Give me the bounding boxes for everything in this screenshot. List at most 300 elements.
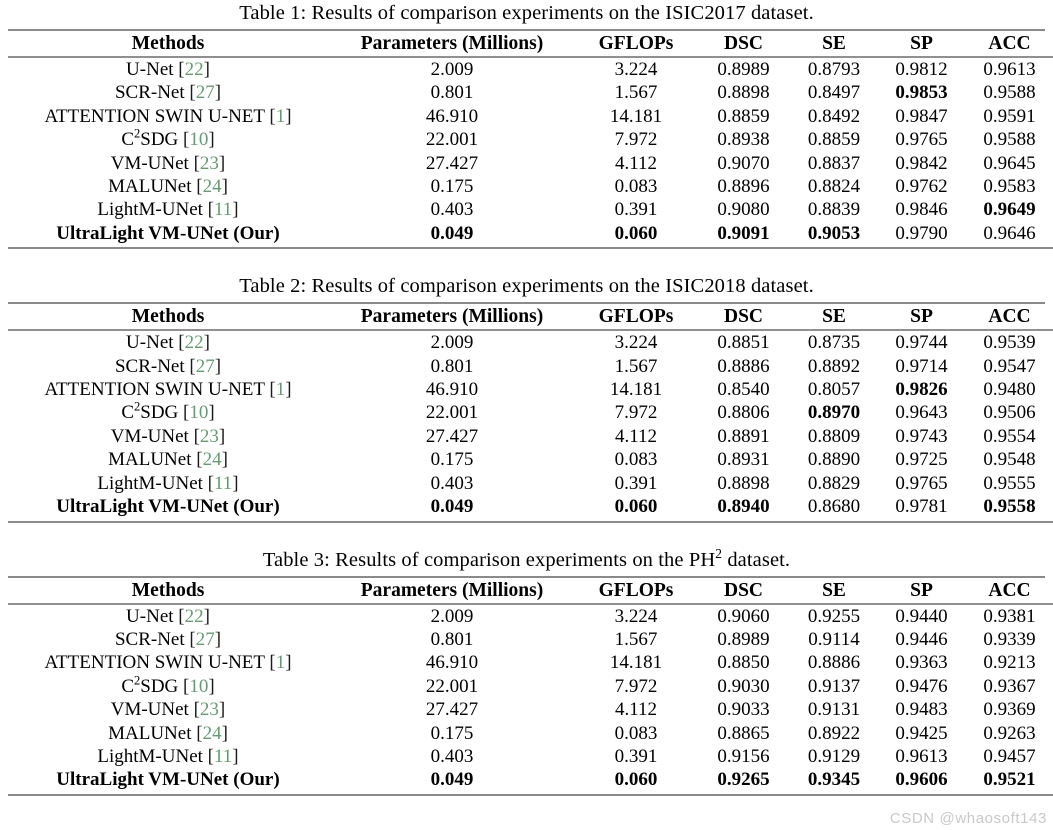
gflops-cell: 4.112 — [614, 425, 658, 447]
parameters-cell: 0.801 — [430, 82, 474, 104]
acc-cell: 0.9649 — [983, 199, 1036, 221]
gflops-cell: 3.224 — [614, 605, 658, 627]
dsc-cell: 0.8891 — [717, 425, 770, 447]
citation-ref[interactable]: [27] — [189, 82, 222, 104]
method-cell — [8, 768, 328, 791]
column-header-gflops: GFLOPs — [598, 306, 674, 328]
se-cell: 0.9137 — [807, 675, 861, 697]
dsc-cell: 0.8851 — [717, 332, 770, 354]
citation-number[interactable]: 10 — [189, 129, 209, 151]
method-cell — [8, 222, 328, 245]
se-cell: 0.9129 — [807, 745, 861, 767]
citation-number[interactable]: 1 — [275, 652, 286, 674]
sp-cell: 0.9743 — [895, 425, 948, 447]
dsc-cell: 0.8938 — [717, 129, 770, 151]
method-cell — [8, 378, 328, 401]
dsc-cell: 0.8850 — [717, 652, 770, 674]
citation-number[interactable]: 22 — [184, 605, 204, 627]
dsc-cell: 0.9080 — [717, 199, 770, 221]
acc-cell: 0.9588 — [983, 129, 1036, 151]
table-bottomrule — [8, 794, 1053, 796]
acc-cell: 0.9555 — [983, 472, 1036, 494]
table-row — [8, 355, 1053, 378]
dsc-cell: 0.8940 — [717, 496, 770, 518]
parameters-cell: 0.175 — [430, 722, 474, 744]
se-cell: 0.8892 — [807, 355, 861, 377]
dsc-cell: 0.8859 — [717, 105, 770, 127]
gflops-cell: 14.181 — [609, 105, 663, 127]
citation-number[interactable]: 10 — [189, 402, 209, 424]
gflops-cell: 4.112 — [614, 152, 658, 174]
citation-number[interactable]: 22 — [184, 59, 204, 80]
citation-number[interactable]: 27 — [195, 628, 215, 650]
gflops-cell: 14.181 — [609, 652, 663, 674]
parameters-cell: 27.427 — [425, 699, 479, 721]
method-name: LightM-UNet — [97, 472, 203, 494]
gflops-cell: 0.060 — [614, 769, 658, 791]
column-header-se: SE — [822, 33, 846, 54]
sp-cell: 0.9765 — [895, 129, 948, 151]
method-name: $C^2SDG$ — [121, 400, 179, 424]
citation-number[interactable]: 1 — [275, 105, 286, 127]
sp-cell: 0.9643 — [895, 402, 948, 424]
method-name: SCR-Net — [114, 628, 185, 650]
parameters-cell: 2.009 — [430, 332, 474, 354]
sp-cell: 0.9476 — [895, 675, 948, 697]
dsc-cell: 0.9030 — [717, 675, 770, 697]
method-cell — [8, 355, 328, 378]
method-name: $C^2SDG$ — [121, 126, 179, 151]
spacer-2 — [8, 523, 1045, 547]
sp-cell: 0.9847 — [895, 105, 948, 127]
citation-ref[interactable]: [24] — [196, 176, 228, 198]
method-name: MALUNet — [108, 176, 192, 198]
se-cell: 0.8735 — [807, 332, 861, 354]
table-2-caption: Table 2: Results of comparison experiments on the ISIC2018 dataset. — [239, 275, 814, 298]
sp-cell: 0.9853 — [895, 82, 948, 104]
parameters-cell: 22.001 — [425, 402, 479, 424]
table-2-body — [8, 304, 1053, 522]
citation-number[interactable]: 23 — [199, 699, 219, 721]
citation-ref[interactable]: [22] — [178, 59, 210, 80]
acc-cell: 0.9539 — [983, 332, 1036, 354]
se-cell: 0.8793 — [807, 59, 861, 80]
method-cell — [8, 651, 328, 674]
column-header-sp: SP — [910, 306, 933, 328]
parameters-cell: 46.910 — [425, 105, 479, 127]
table-row — [8, 222, 1053, 245]
column-header-sp: SP — [910, 579, 933, 601]
se-cell: 0.9114 — [808, 628, 860, 650]
column-header-params: Parameters (Millions) — [360, 579, 544, 601]
table-row — [8, 745, 1053, 768]
method-cell — [8, 628, 328, 651]
sp-cell: 0.9790 — [895, 222, 948, 244]
acc-cell: 0.9457 — [983, 745, 1036, 767]
method-name: VM-UNet — [110, 152, 189, 174]
acc-cell: 0.9521 — [983, 769, 1036, 791]
parameters-cell: 0.175 — [430, 176, 474, 198]
sp-cell: 0.9846 — [895, 199, 948, 221]
se-cell: 0.8809 — [807, 425, 861, 447]
gflops-cell: 7.972 — [614, 675, 658, 697]
se-cell: 0.9255 — [807, 605, 861, 627]
dsc-cell: 0.9033 — [717, 699, 770, 721]
dsc-cell: 0.8898 — [717, 472, 770, 494]
citation-number[interactable]: 1 — [275, 379, 286, 401]
method-cell — [8, 425, 328, 448]
method-cell — [8, 128, 328, 151]
table-1-caption: Table 1: Results of comparison experiments on the ISIC2017 dataset. — [239, 2, 814, 24]
sp-cell: 0.9812 — [895, 59, 948, 80]
se-cell: 0.8837 — [807, 152, 861, 174]
citation-number[interactable]: 11 — [214, 199, 233, 221]
dsc-cell: 0.8886 — [717, 355, 770, 377]
gflops-cell: 0.060 — [614, 222, 658, 244]
citation-number[interactable]: 24 — [202, 176, 222, 198]
sp-cell: 0.9826 — [895, 379, 948, 401]
method-name: LightM-UNet — [97, 745, 203, 767]
acc-cell: 0.9506 — [983, 402, 1036, 424]
citation-ref[interactable]: [1] — [269, 105, 292, 127]
gflops-cell: 0.391 — [614, 745, 658, 767]
se-cell: 0.8492 — [807, 105, 861, 127]
citation-ref[interactable]: [22] — [178, 605, 210, 627]
acc-cell: 0.9613 — [983, 59, 1036, 80]
column-header-dsc: DSC — [723, 579, 763, 601]
citation-ref[interactable]: [23] — [193, 152, 226, 174]
table-row — [8, 58, 1053, 81]
column-header-gflops: GFLOPs — [598, 33, 674, 54]
parameters-cell: 46.910 — [425, 652, 479, 674]
dsc-cell: 0.9060 — [717, 605, 770, 627]
acc-cell: 0.9645 — [983, 152, 1036, 174]
table-header-row — [8, 304, 1053, 329]
table-block-3 — [8, 547, 1045, 796]
method-cell — [8, 152, 328, 175]
citation-ref[interactable]: [11] — [207, 199, 239, 221]
method-name: ATTENTION SWIN U-NET — [44, 105, 265, 127]
dsc-cell: 0.9070 — [717, 152, 770, 174]
acc-cell: 0.9547 — [983, 355, 1036, 377]
acc-cell: 0.9263 — [983, 722, 1036, 744]
sp-cell: 0.9714 — [895, 355, 948, 377]
column-header-params: Parameters (Millions) — [360, 306, 544, 328]
method-cell — [8, 81, 328, 104]
dsc-cell: 0.9265 — [717, 769, 770, 791]
table-row — [8, 425, 1053, 448]
gflops-cell: 1.567 — [614, 355, 658, 377]
se-cell: 0.8922 — [807, 722, 861, 744]
citation-number[interactable]: 11 — [214, 472, 233, 494]
parameters-cell: 22.001 — [425, 675, 479, 697]
citation-number[interactable]: 24 — [202, 722, 222, 744]
acc-cell: 0.9588 — [983, 82, 1036, 104]
citation-number[interactable]: 27 — [195, 82, 215, 104]
table-row — [8, 768, 1053, 791]
se-cell: 0.8497 — [807, 82, 861, 104]
method-name: MALUNet — [108, 449, 192, 471]
citation-ref[interactable]: [11] — [207, 472, 239, 494]
gflops-cell: 3.224 — [614, 332, 658, 354]
column-header-acc: ACC — [988, 33, 1031, 54]
se-cell: 0.8057 — [807, 379, 861, 401]
citation-ref[interactable]: [23] — [193, 699, 226, 721]
sp-cell: 0.9842 — [895, 152, 948, 174]
method-name: VM-UNet — [110, 699, 189, 721]
sp-cell: 0.9762 — [895, 176, 948, 198]
se-cell: 0.8890 — [807, 449, 861, 471]
acc-cell: 0.9554 — [983, 425, 1036, 447]
gflops-cell: 1.567 — [614, 82, 658, 104]
table-row — [8, 628, 1053, 651]
sp-cell: 0.9765 — [895, 472, 948, 494]
citation-ref[interactable]: [24] — [196, 722, 228, 744]
citation-number[interactable]: 10 — [189, 675, 209, 697]
se-cell: 0.8680 — [807, 496, 861, 518]
sp-cell: 0.9725 — [895, 449, 948, 471]
dsc-cell: 0.8865 — [717, 722, 770, 744]
table-row — [8, 448, 1053, 471]
sp-cell: 0.9483 — [895, 699, 948, 721]
table-row — [8, 722, 1053, 745]
gflops-cell: 0.083 — [614, 176, 658, 198]
table-row — [8, 651, 1053, 674]
se-cell: 0.8970 — [807, 402, 861, 424]
acc-cell: 0.9480 — [983, 379, 1036, 401]
method-name: $C^2SDG$ — [121, 673, 179, 697]
sp-cell: 0.9613 — [895, 745, 948, 767]
method-name: UltraLight VM-UNet (Our) — [56, 496, 280, 518]
superscript-two: 2 — [715, 545, 723, 561]
gflops-cell: 14.181 — [609, 379, 663, 401]
method-name: ATTENTION SWIN U-NET — [44, 652, 265, 674]
column-header-gflops: GFLOPs — [598, 579, 674, 601]
method-name: SCR-Net — [114, 82, 185, 104]
table-row — [8, 495, 1053, 518]
method-cell — [8, 448, 328, 471]
parameters-cell: 46.910 — [425, 379, 479, 401]
table-2 — [8, 304, 1053, 522]
table-3-caption: Table 3: Results of comparison experiments on the $PH^2$ dataset. — [262, 545, 791, 571]
sp-cell: 0.9744 — [895, 332, 948, 354]
method-name: VM-UNet — [110, 425, 189, 447]
method-cell — [8, 331, 328, 354]
column-header-se: SE — [822, 306, 846, 328]
se-cell: 0.8839 — [807, 199, 861, 221]
parameters-cell: 0.049 — [430, 769, 474, 791]
table-3-body — [8, 578, 1053, 796]
method-name: SCR-Net — [114, 355, 185, 377]
table-row — [8, 152, 1053, 175]
method-cell — [8, 605, 328, 628]
method-name: U-Net — [126, 605, 174, 627]
citation-number[interactable]: 23 — [199, 152, 219, 174]
citation-number[interactable]: 27 — [195, 355, 215, 377]
table-block-1 — [8, 0, 1045, 249]
parameters-cell: 0.049 — [430, 496, 474, 518]
dsc-cell: 0.8898 — [717, 82, 770, 104]
parameters-cell: 0.175 — [430, 449, 474, 471]
method-cell — [8, 198, 328, 221]
column-header-params: Parameters (Millions) — [360, 33, 544, 54]
table-block-2 — [8, 273, 1045, 522]
citation-ref[interactable]: [24] — [196, 449, 228, 471]
parameters-cell: 0.801 — [430, 628, 474, 650]
se-cell: 0.9131 — [807, 699, 861, 721]
table-row — [8, 472, 1053, 495]
table-row — [8, 175, 1053, 198]
acc-cell: 0.9591 — [983, 105, 1036, 127]
table-row — [8, 605, 1053, 628]
table-row — [8, 128, 1053, 151]
column-header-method: Methods — [131, 306, 205, 328]
se-cell: 0.8824 — [807, 176, 861, 198]
gflops-cell: 7.972 — [614, 129, 658, 151]
sp-cell: 0.9363 — [895, 652, 948, 674]
column-header-dsc: DSC — [723, 33, 763, 54]
column-header-sp: SP — [910, 33, 933, 54]
table-row — [8, 698, 1053, 721]
citation-ref[interactable]: [11] — [207, 745, 239, 767]
column-header-acc: ACC — [988, 579, 1031, 601]
column-header-se: SE — [822, 579, 846, 601]
superscript-two: 2 — [134, 126, 141, 141]
citation-number[interactable]: 22 — [184, 332, 204, 354]
table-1-body — [8, 31, 1053, 249]
se-cell: 0.8886 — [807, 652, 861, 674]
dataset-name: ISIC2017 — [665, 2, 746, 24]
method-cell — [8, 175, 328, 198]
spacer-1 — [8, 249, 1045, 273]
method-name: U-Net — [126, 332, 174, 354]
parameters-cell: 0.801 — [430, 355, 474, 377]
parameters-cell: 27.427 — [425, 425, 479, 447]
parameters-cell: 0.403 — [430, 745, 474, 767]
gflops-cell: 0.391 — [614, 199, 658, 221]
citation-ref[interactable]: [1] — [269, 652, 292, 674]
dsc-cell: 0.9091 — [717, 222, 770, 244]
method-cell — [8, 495, 328, 518]
table-header-row — [8, 578, 1053, 603]
sp-cell: 0.9781 — [895, 496, 948, 518]
column-header-method: Methods — [131, 33, 205, 54]
acc-cell: 0.9583 — [983, 176, 1036, 198]
sp-cell: 0.9606 — [895, 769, 948, 791]
csdn-watermark: CSDN @whaosoft143 — [889, 810, 1047, 827]
table-row — [8, 81, 1053, 104]
method-name: MALUNet — [108, 722, 192, 744]
se-cell: 0.8859 — [807, 129, 861, 151]
column-header-acc: ACC — [988, 306, 1031, 328]
acc-cell: 0.9213 — [983, 652, 1036, 674]
dsc-cell: 0.9156 — [717, 745, 770, 767]
acc-cell: 0.9369 — [983, 699, 1036, 721]
sp-cell: 0.9440 — [895, 605, 948, 627]
citation-ref[interactable]: [10] — [183, 402, 215, 424]
method-name: UltraLight VM-UNet (Our) — [56, 222, 280, 244]
table-row — [8, 378, 1053, 401]
acc-cell: 0.9367 — [983, 675, 1036, 697]
gflops-cell: 0.083 — [614, 449, 658, 471]
acc-cell: 0.9339 — [983, 628, 1036, 650]
method-cell — [8, 58, 328, 81]
parameters-cell: 0.403 — [430, 472, 474, 494]
citation-ref[interactable]: [22] — [178, 332, 210, 354]
gflops-cell: 0.060 — [614, 496, 658, 518]
citation-ref[interactable]: [27] — [189, 628, 222, 650]
gflops-cell: 4.112 — [614, 699, 658, 721]
table-row — [8, 105, 1053, 128]
table-row — [8, 331, 1053, 354]
superscript-two: 2 — [134, 400, 141, 415]
sp-cell: 0.9425 — [895, 722, 948, 744]
method-name: U-Net — [126, 59, 174, 80]
table-header-row — [8, 31, 1053, 56]
method-cell — [8, 472, 328, 495]
method-cell — [8, 745, 328, 768]
parameters-cell: 22.001 — [425, 129, 479, 151]
acc-cell: 0.9558 — [983, 496, 1036, 518]
gflops-cell: 0.391 — [614, 472, 658, 494]
dsc-cell: 0.8806 — [717, 402, 770, 424]
gflops-cell: 1.567 — [614, 628, 658, 650]
table-bottomrule-row — [8, 792, 1053, 796]
column-header-dsc: DSC — [723, 306, 763, 328]
method-name: UltraLight VM-UNet (Our) — [56, 769, 280, 791]
method-cell — [8, 698, 328, 721]
dsc-cell: 0.8989 — [717, 59, 770, 80]
dsc-cell: 0.8896 — [717, 176, 770, 198]
method-cell — [8, 722, 328, 745]
se-cell: 0.9053 — [807, 222, 861, 244]
superscript-two: 2 — [134, 673, 141, 688]
table-row — [8, 675, 1053, 698]
gflops-cell: 0.083 — [614, 722, 658, 744]
acc-cell: 0.9646 — [983, 222, 1036, 244]
dataset-name: ISIC2018 — [665, 275, 746, 298]
dsc-cell: 0.8989 — [717, 628, 770, 650]
citation-ref[interactable]: [10] — [183, 129, 215, 151]
parameters-cell: 2.009 — [430, 59, 474, 80]
table-3 — [8, 578, 1053, 796]
citation-ref[interactable]: [27] — [189, 355, 222, 377]
citation-number[interactable]: 23 — [199, 425, 219, 447]
table-1 — [8, 31, 1053, 249]
method-cell — [8, 401, 328, 424]
se-cell: 0.9345 — [807, 769, 861, 791]
se-cell: 0.8829 — [807, 472, 861, 494]
citation-number[interactable]: 11 — [214, 745, 233, 767]
citation-ref[interactable]: [1] — [269, 379, 292, 401]
gflops-cell: 3.224 — [614, 59, 658, 80]
sp-cell: 0.9446 — [895, 628, 948, 650]
citation-number[interactable]: 24 — [202, 449, 222, 471]
column-header-method: Methods — [131, 579, 205, 601]
dsc-cell: 0.8931 — [717, 449, 770, 471]
citation-ref[interactable]: [10] — [183, 675, 215, 697]
citation-ref[interactable]: [23] — [193, 425, 226, 447]
parameters-cell: 0.403 — [430, 199, 474, 221]
parameters-cell: 2.009 — [430, 605, 474, 627]
method-name: LightM-UNet — [97, 199, 203, 221]
dataset-name: $PH^2$ — [688, 545, 723, 571]
parameters-cell: 0.049 — [430, 222, 474, 244]
method-cell — [8, 105, 328, 128]
parameters-cell: 27.427 — [425, 152, 479, 174]
gflops-cell: 7.972 — [614, 402, 658, 424]
table-row — [8, 198, 1053, 221]
